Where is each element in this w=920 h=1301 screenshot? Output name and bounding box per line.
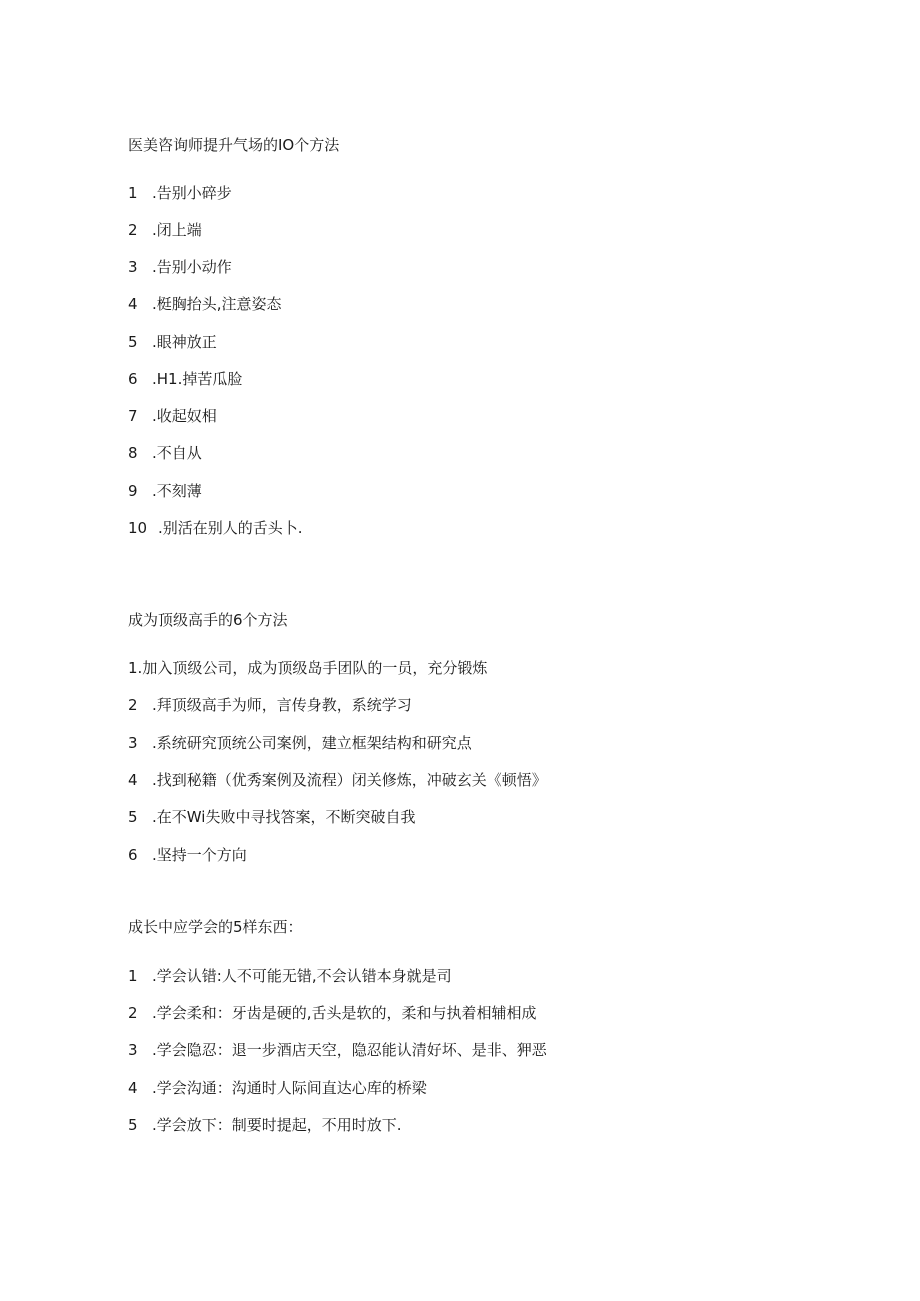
item-number: 2 — [128, 696, 138, 714]
item-text: .在不Wi失败中寻找答案，不断突破自我 — [152, 808, 416, 826]
item-number: 5 — [128, 333, 138, 351]
item-text: .闭上端 — [152, 221, 202, 239]
list-item — [128, 695, 412, 715]
item-number: 5 — [128, 1116, 138, 1134]
section-3-title: 成长中应学会的5样东西： — [128, 918, 303, 936]
item-number: 1 — [128, 967, 138, 985]
item-number: 3 — [128, 734, 138, 752]
item-text: .收起奴相 — [152, 407, 217, 425]
list-item — [128, 1003, 537, 1023]
list-item — [128, 406, 217, 426]
list-item — [128, 220, 202, 240]
item-text: .别活在别人的舌头卜. — [158, 519, 303, 537]
item-text: .梃胸抬头,注意姿态 — [152, 295, 282, 313]
item-text: .眼神放正 — [152, 333, 217, 351]
item-number: 8 — [128, 444, 138, 462]
item-text: .找到秘籍（优秀案例及流程）闭关修炼，冲破玄关《顿悟》 — [152, 771, 547, 789]
list-item — [128, 770, 547, 790]
list-item — [128, 294, 282, 314]
list-item — [128, 369, 242, 389]
item-text: .不刻薄 — [152, 482, 202, 500]
list-item — [128, 845, 247, 865]
item-text: .学会放下：制要时提起，不用时放下. — [152, 1116, 402, 1134]
item-number: 3 — [128, 1041, 138, 1059]
list-item — [128, 658, 487, 678]
item-text: .加入顶级公司，成为顶级岛手团队的一员，充分锻炼 — [137, 659, 488, 677]
item-number: 5 — [128, 808, 138, 826]
item-text: .学会沟通：沟通时人际间直达心库的桥梁 — [152, 1079, 427, 1097]
section-1-title: 医美咨询师提升气场的IO个方法 — [128, 136, 340, 154]
item-number: 2 — [128, 1004, 138, 1022]
list-item — [128, 733, 472, 753]
list-item — [128, 1040, 547, 1060]
item-number: 1 — [128, 184, 138, 202]
list-item — [128, 183, 232, 203]
item-number: 3 — [128, 258, 138, 276]
item-number: 6 — [128, 370, 138, 388]
item-number: 1 — [128, 659, 138, 677]
item-text: .告别小动作 — [152, 258, 232, 276]
list-item — [128, 257, 232, 277]
item-text: .学会柔和：牙齿是硬的,舌头是软的，柔和与执着相辅相成 — [152, 1004, 537, 1022]
section-2-title: 成为顶级高手的6个方法 — [128, 611, 288, 629]
item-text: .学会认错:人不可能无错,不会认错本身就是司 — [152, 967, 452, 985]
list-item — [128, 481, 202, 501]
item-number: 7 — [128, 407, 138, 425]
item-text: .拜顶级高手为师，言传身教，系统学习 — [152, 696, 412, 714]
item-number: 9 — [128, 482, 138, 500]
item-number: 4 — [128, 771, 138, 789]
item-number: 6 — [128, 846, 138, 864]
list-item — [128, 443, 202, 463]
item-number: 4 — [128, 1079, 138, 1097]
list-item — [128, 966, 452, 986]
item-text: .不自从 — [152, 444, 202, 462]
item-text: .H1.掉苦瓜脸 — [152, 370, 243, 388]
list-item — [128, 1115, 402, 1135]
list-item — [128, 332, 217, 352]
item-text: .告别小碎步 — [152, 184, 232, 202]
list-item — [128, 518, 303, 538]
item-number: 10 — [128, 519, 148, 537]
item-text: .系统研究顶统公司案例，建立框架结构和研究点 — [152, 734, 472, 752]
list-item — [128, 1078, 427, 1098]
item-number: 2 — [128, 221, 138, 239]
item-number: 4 — [128, 295, 138, 313]
item-text: .坚持一个方向 — [152, 846, 247, 864]
list-item — [128, 807, 415, 827]
item-text: .学会隐忍：退一步酒店天空，隐忍能认清好坏、是非、狎恶 — [152, 1041, 547, 1059]
